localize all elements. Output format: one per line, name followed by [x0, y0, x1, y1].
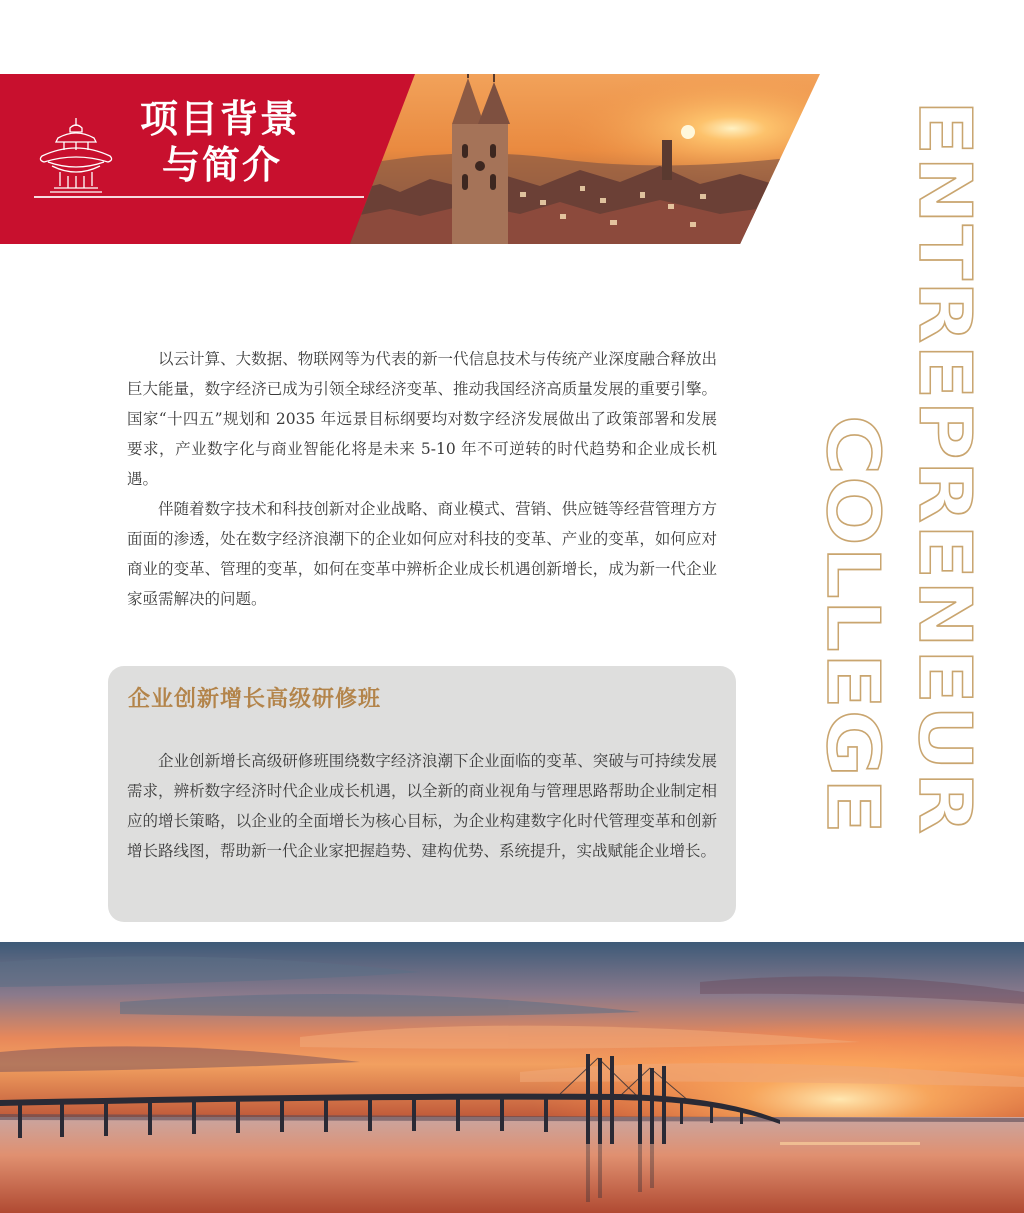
page-title-line1: 项目背景	[140, 97, 301, 141]
page-title	[140, 96, 300, 188]
program-card	[108, 666, 736, 922]
intro-section	[127, 344, 717, 614]
intro-paragraph-1: 以云计算、大数据、物联网等为代表的新一代信息技术与传统产业深度融合释放出巨大能量，数字经济已成为引领全球经济变革、推动我国经济高质量发展的重要引擎。国家“十四五”规划和 2035 年远景目标纲要均对数字经济发展做出了政策部署和发展要求，产业数字化与商业智能化将是未来 5-10 年不可逆转的时代趋势和企业成长机遇。	[127, 350, 717, 488]
program-title: 企业创新增长高级研修班	[128, 687, 382, 712]
entrepreneur-outline-text: ENTREPRENEUR	[903, 100, 987, 756]
college-outline-text: COLLEGE	[811, 415, 895, 786]
page-title-line2: 与简介	[162, 143, 283, 187]
header-banner-graphic	[0, 74, 820, 244]
header-banner	[0, 74, 820, 244]
pavilion-logo-icon	[34, 116, 118, 200]
church-cityscape-photo	[340, 74, 820, 244]
intro-paragraph-2: 伴随着数字技术和科技创新对企业战略、商业模式、营销、供应链等经营管理方方面面的渗透，处在数字经济浪潮下的企业如何应对科技的变革、产业的变革，如何应对商业的变革、管理的变革，如何在变革中辨析企业成长机遇创新增长，成为新一代企业家亟需解决的问题。	[127, 500, 717, 608]
bridge-sunset-photo	[0, 942, 1024, 1213]
title-underline-divider	[34, 196, 364, 198]
program-description: 企业创新增长高级研修班围绕数字经济浪潮下企业面临的变革、突破与可持续发展需求，辨析数字经济时代企业成长机遇，以全新的商业视角与管理思路帮助企业制定相应的增长策略，以企业的全面增长为核心目标，为企业构建数字化时代管理变革和创新增长路线图，帮助新一代企业家把握趋势、建构优势、系统提升，实战赋能企业增长。	[127, 752, 717, 860]
